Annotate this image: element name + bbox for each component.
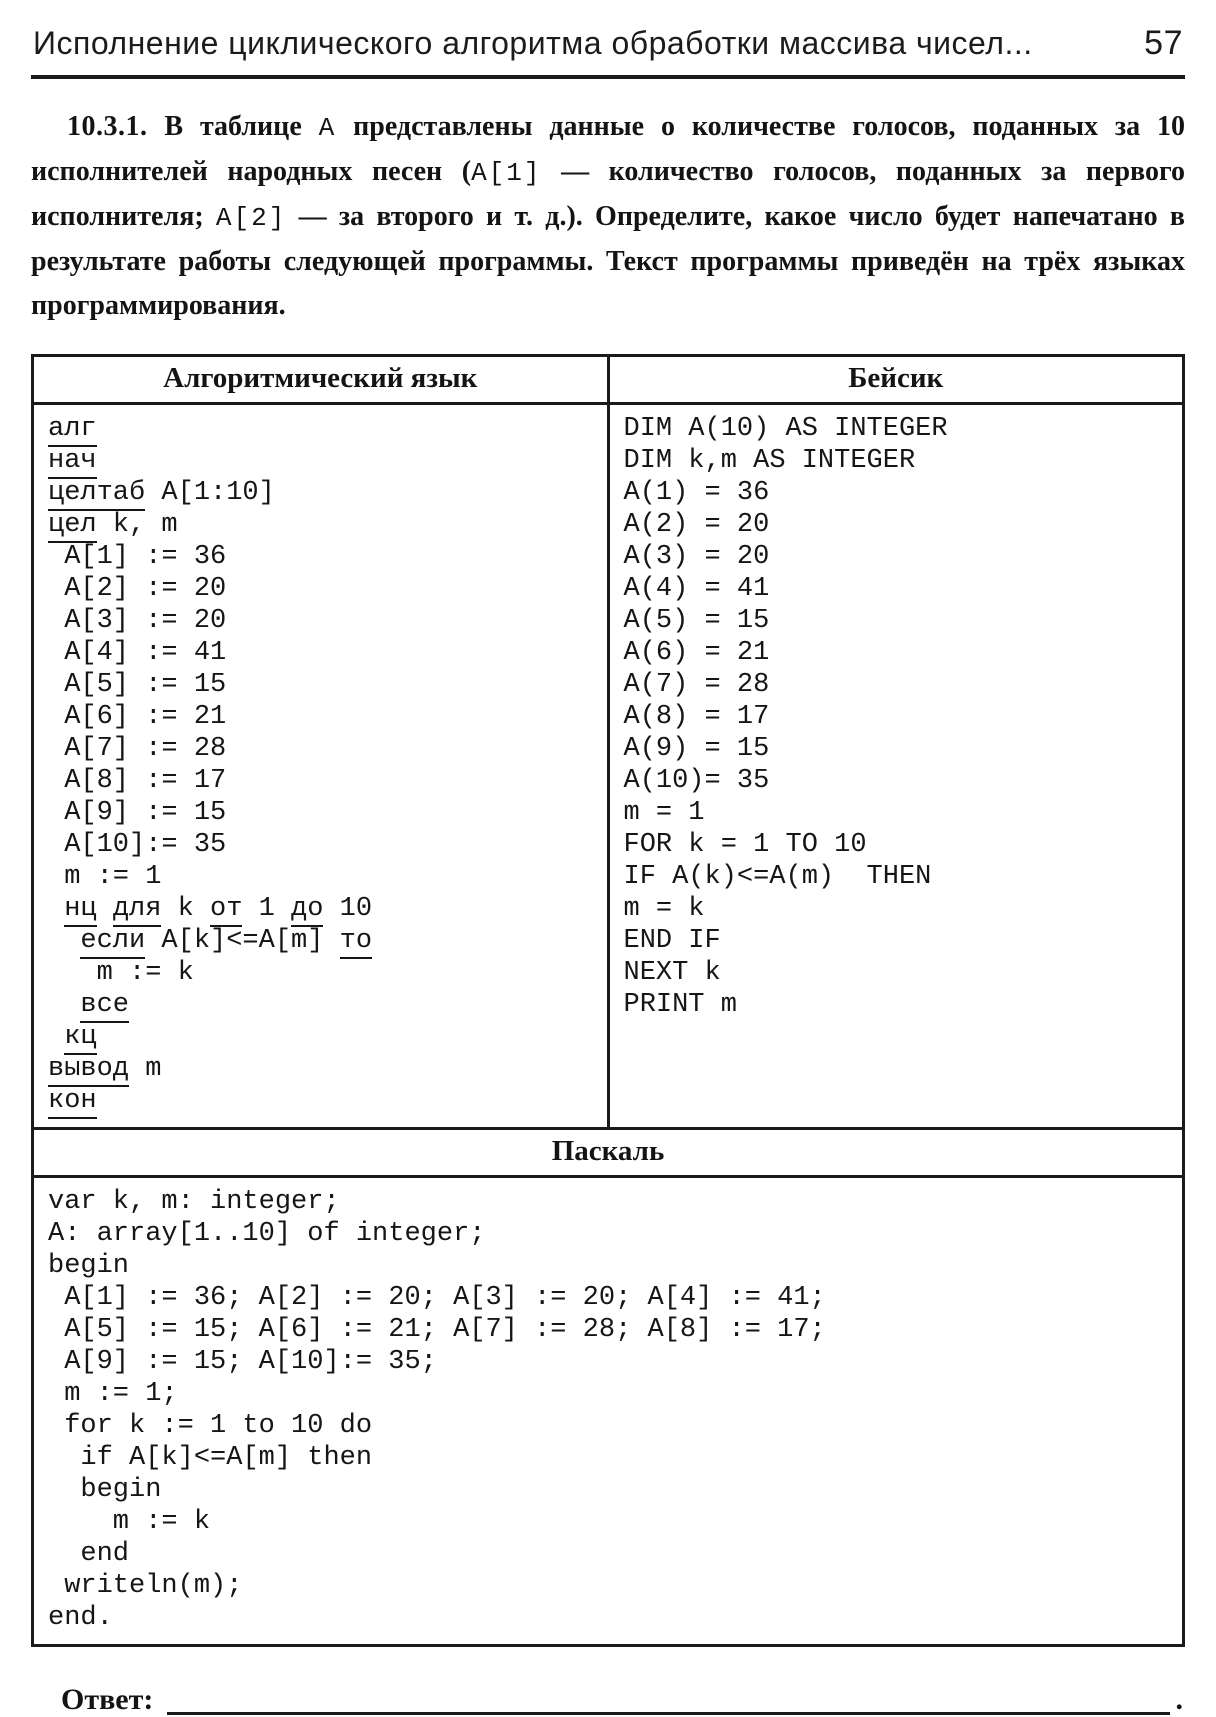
code-line: for k := 1 to 10 do xyxy=(48,1411,373,1441)
answer-blank-line xyxy=(167,1681,1169,1715)
code-line: A[4] := 41 xyxy=(48,638,227,668)
page-number: 57 xyxy=(1144,24,1183,62)
code-line: A(3) = 20 xyxy=(623,542,770,572)
pascal-header-row xyxy=(33,1129,1184,1177)
code-line: A[6] := 21 xyxy=(48,702,227,732)
code-line: PRINT m xyxy=(623,990,737,1020)
code-line: A[7] := 28 xyxy=(48,734,227,764)
code-line: m := 1; xyxy=(48,1379,178,1409)
code-line: DIM k,m AS INTEGER xyxy=(623,446,916,476)
code-line: if A[k]<=A[m] then xyxy=(48,1443,373,1473)
code-line: A[5] := 15; A[6] := 21; A[7] := 28; A[8] := 17; xyxy=(48,1315,826,1345)
code-line: кон xyxy=(48,1085,597,1117)
code-line: A(7) = 28 xyxy=(623,670,770,700)
code-line: все xyxy=(48,989,597,1021)
header-rule xyxy=(31,75,1185,79)
code-line: если A[k]<=A[m] то xyxy=(48,925,597,957)
code-line: A[1] := 36 xyxy=(48,542,227,572)
code-line: NEXT k xyxy=(623,958,721,988)
code-line: end. xyxy=(48,1603,113,1633)
code-line: A[2] := 20 xyxy=(48,574,227,604)
code-line: A(2) = 20 xyxy=(623,510,770,540)
code-line: A: array[1..10] of integer; xyxy=(48,1219,486,1249)
code-line: A(1) = 36 xyxy=(623,478,770,508)
basic-code xyxy=(608,404,1184,1129)
code-line: A[9] := 15 xyxy=(48,798,227,828)
code-line: алг xyxy=(48,413,597,445)
code-line: m = 1 xyxy=(623,798,705,828)
table-code-row xyxy=(33,404,1184,1129)
column-header-algorithmic: Алгоритмический язык xyxy=(33,356,609,404)
code-line: A[5] := 15 xyxy=(48,670,227,700)
running-head-title: Исполнение циклического алгоритма обработки массива чисел... xyxy=(33,25,1033,61)
code-line: end xyxy=(48,1539,130,1569)
code-line: begin xyxy=(48,1251,130,1281)
code-line: A[3] := 20 xyxy=(48,606,227,636)
code-line: m = k xyxy=(623,894,705,924)
code-line: кц xyxy=(48,1021,597,1053)
code-line: A[9] := 15; A[10]:= 35; xyxy=(48,1347,437,1377)
answer-period: . xyxy=(1175,1683,1183,1716)
algorithmic-language-code xyxy=(33,404,609,1129)
code-line: END IF xyxy=(623,926,721,956)
code-line: A(5) = 15 xyxy=(623,606,770,636)
code-line: m := k xyxy=(48,1507,211,1537)
code-line: A[10]:= 35 xyxy=(48,830,227,860)
code-line: A(4) = 41 xyxy=(623,574,770,604)
answer-row xyxy=(31,1681,1185,1717)
program-listing-table xyxy=(31,354,1185,1647)
code-line: FOR k = 1 TO 10 xyxy=(623,830,867,860)
code-line: m := k xyxy=(48,958,194,988)
pascal-code xyxy=(33,1177,1184,1646)
code-line: m := 1 xyxy=(48,862,162,892)
code-line: вывод m xyxy=(48,1053,597,1085)
code-line: DIM A(10) AS INTEGER xyxy=(623,414,948,444)
code-line: целтаб A[1:10] xyxy=(48,477,597,509)
code-line: A(8) = 17 xyxy=(623,702,770,732)
code-line: A[8] := 17 xyxy=(48,766,227,796)
code-line: A(6) = 21 xyxy=(623,638,770,668)
code-line: нц для k от 1 до 10 xyxy=(48,893,597,925)
problem-statement: 10.3.1. В таблице A представлены данные о количестве голосов, поданных за 10 исполнителей народных песен (A[1] — количество голосов, поданных за первого исполнителя; A[2] — за второго и т. д.). Определите, какое число будет напечатано в результате работы следующей программы. Текст программы приведён на трёх языках программирования. xyxy=(31,111,1185,321)
column-header-basic: Бейсик xyxy=(608,356,1184,404)
code-line: цел k, m xyxy=(48,509,597,541)
code-line: нач xyxy=(48,445,597,477)
answer-label: Ответ: xyxy=(61,1683,154,1716)
code-line: writeln(m); xyxy=(48,1571,243,1601)
code-line: A(10)= 35 xyxy=(623,766,770,796)
pascal-code-row xyxy=(33,1177,1184,1646)
section-header-pascal: Паскаль xyxy=(33,1129,1184,1177)
code-line: var k, m: integer; xyxy=(48,1187,340,1217)
code-line: IF A(k)<=A(m) THEN xyxy=(623,862,932,892)
running-head xyxy=(31,14,1185,63)
code-line: A(9) = 15 xyxy=(623,734,770,764)
code-line: begin xyxy=(48,1475,162,1505)
code-line: A[1] := 36; A[2] := 20; A[3] := 20; A[4] := 41; xyxy=(48,1283,826,1313)
table-header-row xyxy=(33,356,1184,404)
